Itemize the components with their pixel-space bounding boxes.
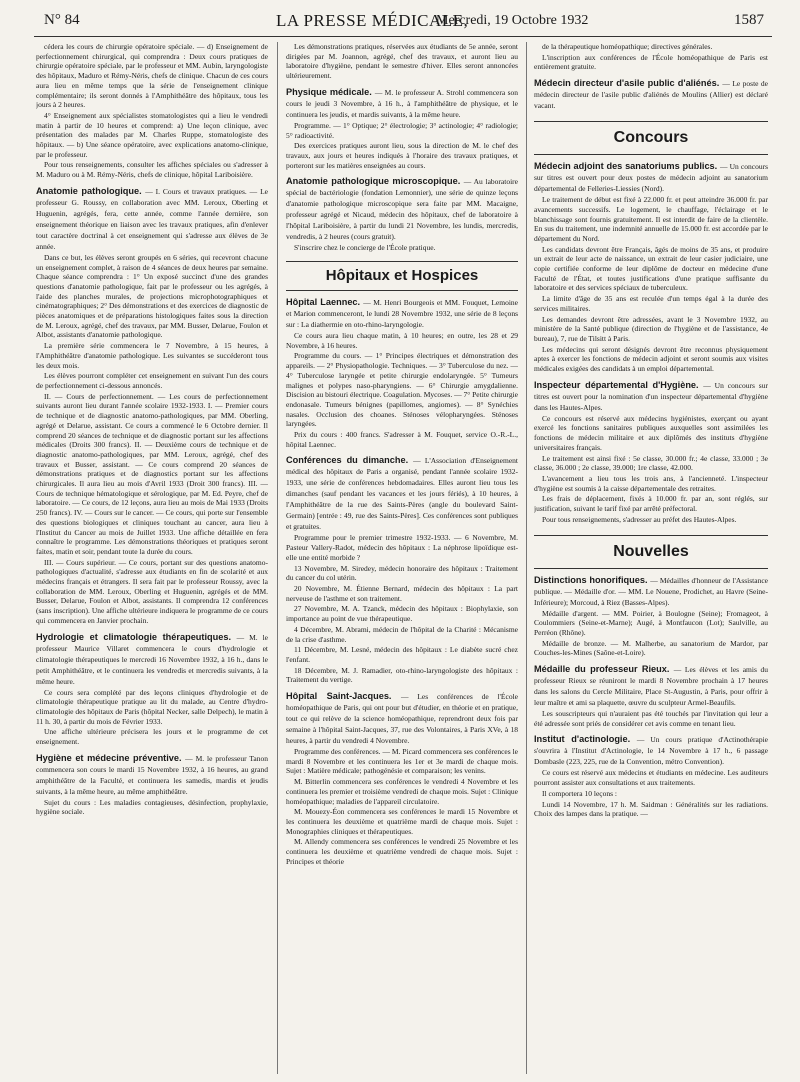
paragraph: III. — Cours supérieur. — Ce cours, portant sur des questions anatomo-pathologiques d'actualité, s'adresse aux étudiants en fin de scolarité et aux médecins français et étrangers. Il sera fait par le professeur Roussy, avec la collaboration de MM. Leroux, Oberling et Huguenin, agrégés et de MM. Busser, Delarue, Foulon et Albot, assistants. Il comprendra 12 conférences (sans inscription). Une affiche ultérieure indiquera le programme de ce cours qui commencera en Janvier prochain. bbox=[36, 557, 268, 625]
paragraph: 27 Novembre, M. A. Tzanck, médecin des hôpitaux : Biophylaxie, son importance au point de vue thérapeutique. bbox=[286, 604, 518, 624]
column-divider-2 bbox=[526, 42, 527, 1074]
paragraph: Il comportera 10 leçons : bbox=[542, 788, 617, 798]
heading-medecin-directeur: Médecin directeur d'asile public d'aliénés. — Le poste de médecin directeur de l'asile public d'aliénés de Moulins (Allier) est déclaré vacant. bbox=[534, 78, 768, 111]
paragraph: 4 Décembre, M. Abrami, médecin de l'hôpital de la Charité : Mécanisme de la crise d'asthme. bbox=[286, 624, 518, 644]
section-title-hopitaux: Hôpitaux et Hospices bbox=[286, 261, 518, 291]
column-1 bbox=[36, 42, 268, 1074]
heading-physique-medicale: Physique médicale. — M. le professeur A. Strohl commencera son cours le jeudi 3 Novembre, à 16 h., à l'amphithéâtre de physique, et le continuera les jeudis, et mardis suivants, à la même heure. bbox=[286, 86, 518, 119]
paragraph: Les candidats devront être Français, âgés de moins de 35 ans, et produire un extrait de leur acte de naissance, un extrait de leur casier judiciaire, une copie certifiée conforme de leur diplôme de docteur en médecine d'une Faculté de l'État, et toutes justifications d'une pratique suffisante du laboratoire et des services spéciaux de tuberculeux. bbox=[534, 244, 768, 293]
heading-institut-actinologie: Institut d'actinologie. — Un cours pratique d'Actinothérapie s'ouvrira à l'Institut d'Actinologie, le 14 Novembre à 17 h., 6 passage Dombasle (223, 225, rue de la Convention, métro Convention). bbox=[534, 734, 768, 767]
paragraph: Programme. — 1° Optique; 2° électrologie; 3° actinologie; 4° radiologie; 5° radioactivité. bbox=[286, 120, 518, 140]
heading-hopital-saint-jacques: Hôpital Saint-Jacques. — Les conférences de l'École homéopathique de Paris, qui ont pour but d'étudier, en théorie et en pratique, tout ce qui relève de la science homéopathique, reprendront deux fois par semaine à l'hôpital Saint-Jacques, 37, rue des Volontaires, à Paris XVe, à 18 heures, à partir du vendredi 4 Novembre. bbox=[286, 691, 518, 746]
paragraph: La première série commencera le 7 Novembre, à 15 heures, à l'Amphithéâtre d'anatomie pathologique. Les suivantes se succéderont tous les deux mois. bbox=[36, 341, 268, 370]
paragraph: M. Bitterlin commencera ses conférences le vendredi 4 Novembre et les continuera les premier et troisième vendredi de chaque mois. Sujet : Clinique homéopathique; maladies de l'appareil circulatoire. bbox=[286, 777, 518, 806]
paragraph: M. Mouezy-Éon commencera ses conférences le mardi 15 Novembre et les continuera les deuxième et quatrième mardi de chaque mois. Sujet : Monographies cliniques et thérapeutiques. bbox=[286, 807, 518, 836]
paragraph: 11 Décembre, M. Lesné, médecin des hôpitaux : Le diabète sucré chez l'enfant. bbox=[286, 645, 518, 664]
heading-inspecteur-hygiene: Inspecteur départemental d'Hygiène. — Un concours sur titres est ouvert pour la nomination d'un inspecteur départemental d'hygiène dans les Hautes-Alpes. bbox=[534, 379, 768, 412]
paragraph: Dans ce but, les élèves seront groupés en 6 séries, qui recevront chacune un enseignement complet, à raison de 4 séances de deux heures par semaine. Chaque séance comprendra : 1° Un exposé succinct d'une des grandes questions d'anatomie pathologique, fait par le professeur ou les agrégés, à l'aide des planches murales, de projections microphotographiques et cinématographiques; 2° Des démonstrations et des exercices de diagnostic de pièces anatomiques et de préparations histologiques faites sous la direction de M. Leroux, agrégé, chef des travaux, par MM. Busser, Delarue, Foulon et Albot, assistants d'anatomie pathologique. bbox=[36, 252, 268, 340]
paragraph: Ce cours aura lieu chaque matin, à 10 heures; en outre, les 28 et 29 Novembre, à 16 heures. bbox=[286, 331, 518, 350]
column-divider-1 bbox=[277, 42, 278, 1074]
paragraph: L'inscription aux conférences de l'École homéopathique de Paris est entièrement gratuite. bbox=[534, 52, 768, 72]
heading-medaille-rieux: Médaille du professeur Rieux. — Les élèves et les amis du professeur Rieux se réuniront le mardi 8 Novembre prochain à 17 heures dans les salons du Cercle Militaire, Place St-Augustin, à Paris, pour offrir à leur maître et ami sa plaquette, œuvre du sculpteur Armel-Beaufils. bbox=[534, 664, 768, 708]
paragraph: Les élèves pourront compléter cet enseignement en suivant l'un des cours de perfectionnement ci-dessous annoncés. bbox=[36, 371, 268, 390]
column-3 bbox=[534, 42, 768, 1074]
paragraph: Lundi 14 Novembre, 17 h. M. Saidman : Généralités sur les radiations. Choix des lampes dans la pratique. — bbox=[534, 799, 768, 819]
heading-distinctions: Distinctions honorifiques. — Médailles d'honneur de l'Assistance publique. — Médaille d'or. — MM. Le Nouene, Prodichet, au Havre (Seine-Inférieure); Morcoud, à Riez (Basses-Alpes). bbox=[534, 574, 768, 607]
paragraph: Ce cours est réservé aux médecins et étudiants en médecine. Les auditeurs pourront assister aux consultations et aux traitements. bbox=[534, 768, 768, 788]
paragraph: S'inscrire chez le concierge de l'École pratique. bbox=[294, 243, 436, 253]
paragraph: Médaille de bronze. — M. Malherbe, au sanatorium de Mardor, par Couches-les-Mines (Saône-et-Loire). bbox=[534, 638, 768, 658]
paragraph: 13 Novembre, M. Siredey, médecin honoraire des hôpitaux : Traitement du cancer du col utérin. bbox=[286, 563, 518, 583]
paragraph: Le traitement est ainsi fixé : 5e classe, 30.000 fr.; 4e classe, 33.000 ; 3e classe, 36.000 ; 2e classe, 39.000; 1re classe, 42.000. bbox=[534, 453, 768, 473]
paragraph: Médaille d'argent. — MM. Poirier, à Boulogne (Seine); Fromageot, à Coulommiers (Seine-et-Marne); Augé, à Montfaucon (Lot); Saulville, au Perréon (Rhône). bbox=[534, 608, 768, 637]
heading-hydrologie: Hydrologie et climatologie thérapeutiques. — M. le professeur Maurice Villaret commencera le cours d'hydrologie et climatologie thérapeutiques le mercredi 16 Novembre 1932, à 16 h., dans le petit Amphithéâtre, et le continuera les vendredis et mercredis suivants, à la même heure. bbox=[36, 631, 268, 686]
issue-date: Mercredi, 19 Octobre 1932 bbox=[436, 13, 589, 28]
paragraph: M. Allendy commencera ses conférences le vendredi 25 Novembre et les continuera les deuxième et quatrième vendredi de chaque mois. Sujet : Principes et théorie bbox=[286, 837, 518, 866]
paragraph: L'avancement a lieu tous les trois ans, à l'ancienneté. L'inspecteur d'hygiène est soumis à la caisse départementale des retraites. bbox=[534, 473, 768, 493]
paragraph: Les demandes devront être adressées, avant le 3 Novembre 1932, au ministère de la Santé publique (direction de l'hygiène et de l'assistance, 4e bureau), 7, rue de Tilsitt à Paris. bbox=[534, 314, 768, 343]
section-title-concours: Concours bbox=[534, 121, 768, 155]
page-number: 1587 bbox=[734, 12, 764, 28]
section-title-nouvelles: Nouvelles bbox=[534, 535, 768, 569]
paragraph: Une affiche ultérieure précisera les jours et le programme de cet enseignement. bbox=[36, 727, 268, 747]
paragraph: Pour tous renseignements, consulter les affiches spéciales ou s'adresser à M. Maduro ou à M. Rémy-Néris, chefs de clinique, hôpital Lariboisière. bbox=[36, 160, 268, 180]
paragraph: Sujet du cours : Les maladies contagieuses, désinfection, prophylaxie, hygiène sociale. bbox=[36, 797, 268, 817]
paragraph: Programme du cours. — 1° Principes électriques et démonstration des appareils. — 2° Physiopathologie. Techniques. — 3° Tuberculose du nez. — 4° Tuberculose laryngée et petite chirurgie endolaryngée. 5° Tumeurs malignes et polypes naso-pharyngiens. — 6° Chirurgie amygdalienne. Discision au bistouri électrique. Coagulation. Mycoses. — 7° Petite chirurgie endonasale. Tumeurs bénignes (papillomes, angiomes). — 8° Synéchies nasales. Occlusion des choanes. Sténoses vélopharyngées. Sténoses laryngées. bbox=[286, 351, 518, 429]
column-2 bbox=[286, 42, 518, 1074]
paragraph: Des exercices pratiques auront lieu, sous la direction de M. le chef des travaux, aux jours et heures indiqués à l'horaire des travaux pratiques, et porteront sur les matières enseignées au cours. bbox=[286, 141, 518, 170]
paragraph: Les souscripteurs qui n'auraient pas été touchés par l'invitation qui leur a été adressée sont priés de considérer cet avis comme en tenant lieu. bbox=[534, 709, 768, 728]
page-header bbox=[34, 10, 772, 34]
paragraph: 18 Décembre, M. J. Ramadier, oto-rhino-laryngologiste des hôpitaux : Traitement du vertige. bbox=[286, 665, 518, 685]
paragraph: Programme des conférences. — M. Picard commencera ses conférences le mardi 8 Novembre et les continuera les 1er et 3e mardi de chaque mois. Sujet : Matière médicale; pathogénésie et comparaison; les venins. bbox=[286, 747, 518, 776]
paragraph: de la thérapeutique homéopathique; directives générales. bbox=[542, 42, 713, 51]
heading-hygiene: Hygiène et médecine préventive. — M. le professeur Tanon commencera son cours le mardi 15 Novembre 1932, à 16 heures, au grand amphithéâtre de la Faculté, et continuera les samedis, mardis et jeudis suivants, à la même heure, au même amphithéâtre. bbox=[36, 752, 268, 796]
header-rule bbox=[34, 36, 772, 37]
paragraph: Le traitement de début est fixé à 22.000 fr. et peut atteindre 36.000 fr. par avancements successifs. Le logement, le chauffage, l'éclairage et le blanchissage sont fournis gratuitement. Il est interdit de faire de la clientèle. En sus du traitement, une indemnité annuelle de 15.000 fr. est accordée par le département du Nord. bbox=[534, 195, 768, 243]
issue-number: N° 84 bbox=[44, 12, 80, 28]
heading-conferences-dimanche: Conférences du dimanche. — L'Association d'Enseignement médical des hôpitaux de Paris a organisé, pendant l'année scolaire 1932-1933, une série de conférences hebdomadaires. Elles auront lieu tous les dimanches (sauf pendant les vacances et les jours fériés), à 10 heures, à l'Amphithéâtre de la rue des Saints-Pères (angle du boulevard Saint-Germain) [entrée : 49, rue des Saints-Pères]. Ces conférences sont publiques et gratuites. bbox=[286, 455, 518, 532]
paragraph: Ce cours sera complété par des leçons cliniques d'hydrologie et de climatologie thérapeutique pratique au lit du malade, au Centre d'hydro-climatologie des hôpitaux de Paris (hôpital Necker, salle Delpech), le matin à 11 h. 30, à partir du mois de Février 1933. bbox=[36, 687, 268, 726]
heading-medecin-adjoint: Médecin adjoint des sanatoriums publics. — Un concours sur titres est ouvert pour deux postes de médecin adjoint au sanatorium départemental de Felleries-Liessies (Nord). bbox=[534, 161, 768, 194]
paragraph: Les médecins qui seront désignés devront être reconnus physiquement aptes à exercer les fonctions de médecin adjoint et seront soumis aux visites médicales exigées des candidats à un emploi départemental. bbox=[534, 344, 768, 374]
heading-anatomie-pathologique: Anatomie pathologique. — I. Cours et travaux pratiques. — Le professeur G. Roussy, en collaboration avec MM. Leroux, Oberling et Huguenin, agrégés, fera, cette année, comme l'année dernière, son enseignement théorique en liaison avec les travaux pratiques, afin d'enlever tout caractère doctrinal à cet enseignement qui s'adresse aux élèves de 3e année. bbox=[36, 185, 268, 251]
paragraph: II. — Cours de perfectionnement. — Les cours de perfectionnement suivants auront lieu durant l'année scolaire 1932-1933. I. — Premier cours de technique et de diagnostic anatomo-pathologiques, par MM. Oberling, agrégé et Delarue, assistant. Ce cours a commencé le 6 Octobre dernier. Il comprend 20 séances de technique et de diagnostic portant sur les affections médicales (Droits 300 francs). II. — Deuxième cours de technique et de diagnostic anatomo-pathologiques, par MM. Leroux, agrégé, chef des travaux et Busser, assistant. — Ce cours comprend 20 séances de démonstrations pratiques et de diagnostics portant sur les affections chirurgicales. Il aura lieu au mois d'Avril 1933 (Droit 300 francs). III. — Cours de technique hématologique et sérologique, par M. Ed. Peyre, chef de laboratoire. — Ce cours, de 12 leçons, aura lieu au mois de Mai 1933 (Droits 250 francs). IV. — Cours sur le cancer. — Ce cours, qui porte sur l'ensemble des questions biologiques et cliniques touchant au cancer, aura lieu à l'Institut du Cancer au mois de Juillet 1933. Une affiche détaillée en fera connaître le programme. Les démonstrations théoriques et pratiques seront faites, matin et soir, pendant toute la durée du cours. bbox=[36, 391, 268, 556]
paragraph: Programme pour le premier trimestre 1932-1933. — 6 Novembre, M. Pasteur Vallery-Radot, médecin des hôpitaux : La néphrose lipoïdique est-elle une entité morbide ? bbox=[286, 533, 518, 562]
paragraph: Prix du cours : 400 francs. S'adresser à M. Fouquet, service O.-R.-L., hôpital Laennec. bbox=[286, 430, 518, 449]
heading-hopital-laennec: Hôpital Laennec. — M. Henri Bourgeois et MM. Fouquet, Lemoine et Marion commenceront, le lundi 28 Novembre 1932, une série de 8 leçons sur : La diathermie en oto-rhino-laryngologie. bbox=[286, 297, 518, 330]
paragraph: 20 Novembre, M. Étienne Bernard, médecin des hôpitaux : La part nerveuse de l'asthme et son traitement. bbox=[286, 583, 518, 603]
paragraph: Les démonstrations pratiques, réservées aux étudiants de 5e année, seront dirigées par M. Joannon, agrégé, chef des travaux, et auront lieu au laboratoire d'hygiène, pendant le semestre d'hiver. Elles seront annoncées ultérieurement. bbox=[286, 42, 518, 81]
paragraph: cédera les cours de chirurgie opératoire spéciale. — d) Enseignement de perfectionnement chirurgical, qui comprendra : Deux cours pratiques de chirurgie opératoire spéciale, par le professeur et MM. Aubin, laryngologiste des hôpitaux, Maduro et Rémy-Néris, chefs de clinique. Chacun de ces cours aura lieu en même temps que la série de l'enseignement clinique complémentaire; ils seront donnés à l'Amphithéâtre des hôpitaux, tous les jours à 2 heures. bbox=[36, 42, 268, 110]
paragraph: Ce concours est réservé aux médecins hygiénistes, exerçant ou ayant exercé les fonctions sanitaires publiques auxquelles sont assimilées les fonctions de médecin militaire et aux diplômés des instituts d'hygiène universitaires français. bbox=[534, 413, 768, 452]
paragraph: Les frais de déplacement, fixés à 10.000 fr. par an, sont réglés, sur justification, suivant le tarif fixé par arrêté préfectoral. bbox=[534, 494, 768, 514]
paragraph: 4° Enseignement aux spécialistes stomatologistes qui a lieu le vendredi matin à partir de 10 heures et comprend: a) Une leçon clinique, avec présentation des malades par M. Charles Ruppe, stomatologiste des hôpitaux. — b) Une séance opératoire, avec explications anatomo-clinique, par le professeur. bbox=[36, 110, 268, 159]
paragraph: Pour tous renseignements, s'adresser au préfet des Hautes-Alpes. bbox=[542, 514, 737, 524]
heading-anatomie-microscopique: Anatomie pathologique microscopique. — Au laboratoire spécial de bactériologie (fondation Lemonnier), une série de quinze leçons d'anatomie pathologique microscopique sera faite par MM. Macaigne, professeur agrégé et Nicaud, médecin des hôpitaux, chef de laboratoire à l'hôpital Lariboisière, à partir du lundi 21 Novembre, les lundis, mercredis, vendredis, à 2 heures (cours gratuit). bbox=[286, 176, 518, 242]
paragraph: La limite d'âge de 35 ans est reculée d'un temps égal à la durée des services militaires. bbox=[534, 294, 768, 313]
journal-title: LA PRESSE MÉDICALE, bbox=[276, 11, 469, 30]
